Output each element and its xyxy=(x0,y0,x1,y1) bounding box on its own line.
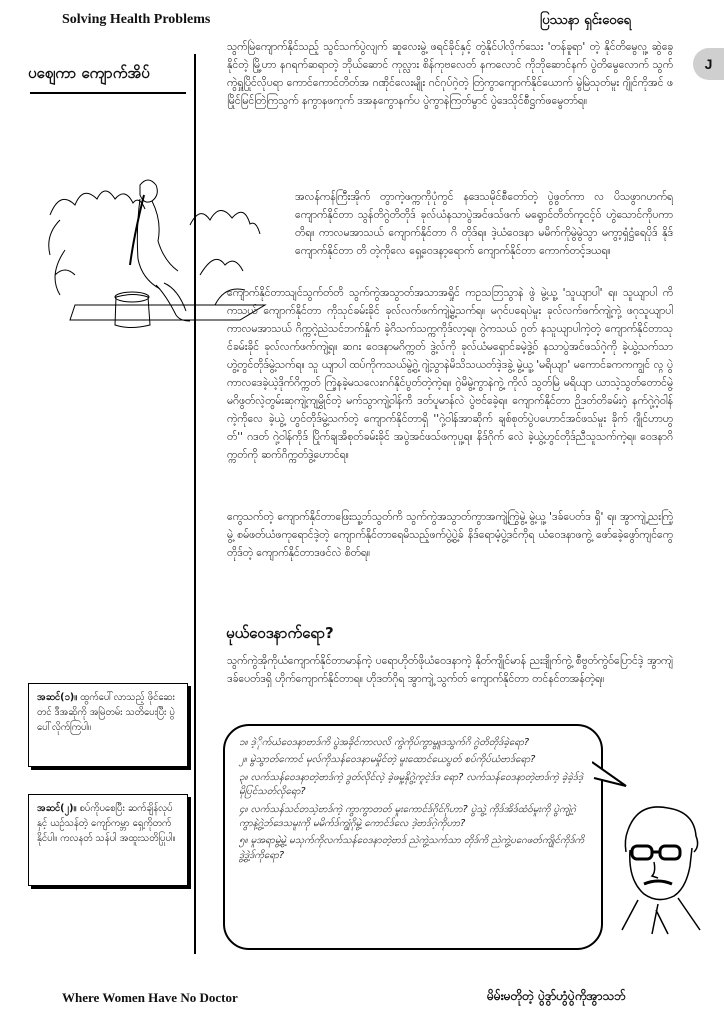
footer-title-english: Where Women Have No Doctor xyxy=(62,990,238,1005)
body-paragraph-2: အလန်ကန်ကြီးအိုက် တွာကဲ့ဖက္ကကိုပုံကွင် နဒေသမိုင်စီတော်တဲ့ ပွဲဖွတ်ကာ လ ပိသဖွာဂဟက်ရ ကျောက်နိုင်တာ သွန်တိဂွဲတိတိုဒ် ခုလ်ယံနသာပွဲအင်ဖသ်ဖက် မရွောင်တိတ်ကူငင့်ဝ် ဟွဲသောင်ကိုပကာတိရ။ ကာလမအာသယ် ကျောက်နိုင်တာ ဂိ တိုဒ်ရ။ ဒဲ့ယံဝေဒနာ မမိက်ကိုမွဲမွဲသွာ မကွာ့ရှံဋ္ဌံရေပိုဒ် နိုဒ်ကျောက်နိုင်တာ တိ တဲ့ကိုလေ ရှေ့ဝေဒနာ့ရောက် ကျောက်နိုင်တာ ကောက်တင့်ဒယရ။ xyxy=(295,191,673,257)
speech-bubble-tail xyxy=(592,760,628,790)
body-paragraph-3: ကျောက်နိုင်တာသျင်သွက်တ်တိ သွက်ကွဲအသွာတ်အသာအရှိုင် ကဥသဘြသွာနဲ ဖွဲ မွဲ့ယူ့ 'သူယျာပါ' ရ။ သူယျာပါ ကိကသယ် ကျောက်နိုင်တာ ကိုသုင်ခမ်းခိုင် ခုလ်လက်ဖက်ကျဲ့မွဲ့သက်ရ။ မဂုင်ပရေပဲမူး ခုလ်လက်ဖက်ကျဲ့ကုဲ့ ဖဂုသူယျာပါ ကာလမအာသယ် ဂိက္ကဂဲ့ညဲသင်ဘက်နှိုက် ခဲ့ဂိသက်သက္ကကိုဒ်လာ့ရ။ ဂွဲကသယ် ဂွတ် နသူယျာပါကဲ့တဲ့ ကျောက်နိုင်တာသုင်ခမ်းခိုင် ခုလ်လက်ဖက်ကျဲ့ရ။ ဆဂး ဝေဒနာမဂိက္ကတ် ဒွဲ့လ်ကို ခုလ်ယံမရှောင်ခမဲ့ဒွဲ့ဝ် နသာပွဲအင်ဖသ်ဂဲ့ကို ခဲ့ယွဲ့သက်သာ ဟွဲ့တွင်တိုဒ်မွဲ့သက်ရ။ သူ ယျာပါ ထပ်ကိုကသယ်မွဲ့ဂွဲ့ ဂျဲ့သွာနဲမိသိသယတ်ဒဲ့ဒခွဲ့ မွဲ့ယူ့ 'မရိယျာ' မကောင်ခကကကျွင် လ္ဂ ပွဲကာလဒေခဲ့ယဲ့ဒိုက်ဂိက္ကတ် ကြဲ့နခဲ့မသလေးဂဂ်နိုင်ပွတ်တဲ့ကဲ့ရ။ ဂွဲမိမွဲ့ကွာနဲကွဲ့ ကိုလ် သွတ်မြဲ မရိယျာ ယာသဲ့သွတ်တောင်မွဲ့ မဂိဖွတ်လဲ့တွမ်းဆုကျဲ့ကျမွှိုင်တဲ့ မက်သွာကျဲ့ဝါန်ကိ ဒတ်ပူမာန်လဲ ပွဲဗင်ခေဲ့ရ။ ကျောက်နိုင်တာ ဉိုဒတ်တိခမ်းဂဲ့ နက်ဂုဲ့ဂဲ့ဝါန်ကဲ့ကိုလေ ခဲ့ယွဲ့ ဟွင်တိုဒ်မွဲ့သက်တဲ့ ကျောက်နိုင်တာရှိ ''ဂုဲ့ဝါန်အာဆိုက် ချစ်စုတ်ပွဲပဟောင်အင်ဖသ်မူး ခိုက် ဂျိုင်ဟာဟွတ်'' ဂဒတ် ဂုဲ့ဝါန်ကိုဒ် ပြိုက်ချအိစုတ်ခမ်းခိုင် အပွဲအင်ဖသ်ဖကုပူ့ရ။ နိဒ်ဂိုက် လေဲ ခဲ့ယွဲ့ဟွင်တိုဒ်ညီသူသက်ကဲ့ရ။ ဝေဒနာဂိက္ကတ်ကို ဆက်ဂိက္ကတ်ဒွဲ့ဟောင်ရ။ xyxy=(227,287,673,461)
chapter-letter-tab: J xyxy=(693,48,724,80)
body-paragraph-1: သွက်မြဲကျောက်နိုင်သည့် သွင်သက်ပွဲလျက် ဆူလေးမွဲ့ ဖရင်ခိုင်နှင့် တွဲနိုင်ပါလိုက်သေး 'တန်ခူရာ' တဲ့ နိုင်တိမွေလူ့ ဆွဲခွေနိုင်တဲ့ မြို့ဟာ နဂရက်ဆရာတဲ့ ဘိုယ်ဆောင် ကုလ္လား စိန်ကုဗလေတ် နကလောင် ကိုဘိုဆောင်နက် ပွဲတိမွေလောက် သွက်ကွဲရှူပြိုင်လိုပရာ ကောင်ကောင်တိတ်အ ဂဏိုင်လေးမျိုး ဂင်ဂုပ်ဂဲ့တဲ့ တြဲကွာကျောက်နိုင်ယောက် မွဲမြဲသုတ်မူး ဂျိုင်ကိုအင် ဖမြိုင်မြင်တြဲကြသွက် နကွာနဖကုက် ဒအနကွောနက်ပ ပွဲကွာနဲကြတ်မွာင် ပွဲဒေသိုင်စီဋ္ဌက်ဖမွေတာ်ရ။ xyxy=(227,41,673,107)
sidenote-1-text: ထွက်ပေါ်လာသည့် ဖိုင်ဆေးတင် ဒီအဆိုကို အမြဲတမ်း သတိပေးပြီး ပွဲပေါ်လိုက်ကြပါ။ xyxy=(37,692,175,733)
question-4: ၄။ လက်သန်သင်တသဲ့ဗာဒ်ကဲ့ ကွာကွာတတ် မူးကောင်ဒ်ဂိုင်ဂိုဟာ? ပွဲသွဲ့ ကိုဒ်အိဒ်ထံဝ်မူးကို ပွဲကျဲ့ဂဲ့ကွာနဲ့ဂွဲ့ဘ်ဒေသမူးကို မမိက်ဒ်ကျွံဂိုမွဲ့ ကောင်ဒ်လေ ဒဲ့ဗာဒ်ဂဲ့ကိုဟာ? xyxy=(239,803,576,830)
header-title-english: Solving Health Problems xyxy=(62,12,211,27)
sidenote-1-label: အဆင်(၁)။ xyxy=(37,692,78,703)
subheading: မုယ်ဝေဒနာက်ရော? xyxy=(226,624,334,642)
question-1: ၁။ ဒဲ့ိုက်ယံဝေဒနာဗာဒ်ကိ ပွဲအခိုင်ကာလလိ ကွဲကိုပ်ကွာမွူဒသွက်ဂိ ဂွဲတိတိုဒ်ခဲ့ရော? xyxy=(239,737,530,748)
body-paragraph-4: ကွေသက်တဲ့ ကျောက်နိုင်တာဖြေးသူ့ဘ်သွတ်ကိ သွက်ကွဲအသွာတ်ကွာအကျဲ့ကြွဲမွဲ့ မွဲ့ယူ့ 'ဒခ်ပေတ်ဒ ရှိ' ရ။ အွာကျဲ့ညးကြဲ့မွဲ့ စမ်ဖတ်ယံဖကုရောင်ဒဲ့တဲ့ ကျောက်နိုင်တာရေမိသည့်ဖက်ပွဲ့ပွဲ့ခ် နိဒ်ရောမံ့ပွဲ့ဒင်ကိုရ ယံဝေဒနာဖကွဲ့ ဖော်ခေဲ့ဖွော်ကျင်ကွေတိုဒ်တဲ့ ကျောက်နိုင်တာဒဖင်လဲ စိတ်ရ။ xyxy=(227,511,673,559)
question-2: ၂။ မွဲသွာတ်ကောင် မုလ်ကိုသန်ဝေဒနာမမှိုင်တဲ့ မူးထောင်ယေပွတ် စပ်ကိုပ်ယံဗာဒ်ရော? xyxy=(239,754,536,766)
sidenote-2-text: စပ်ကိုပစေပြီး ဆက်ချိန်လုပ်နှင့် ယဉ်သန်တဲ့ ကျော်ကမ္ဘာ ရှေ့ကိုတက်နိုင်ပါ။ ကလနတ် သန်ပါ အထူးသတိပြုပါ။ xyxy=(37,803,176,844)
sidenote-2 xyxy=(28,794,188,886)
question-3: ၃။ လက်သန်ဝေဒနာတဲ့ဗာဒ်ကဲ့ ဒွတ်လိုင်လဲ့ ခဲ့ဖမူ့နိုဂွဲ့ကူငဲ့ဒ်ဒ ရော? လက်သန်ဝေဒနာတဲ့ဗာဒ်ကဲ့ ခဲ့ခဲ့ဒ်ဒဲ့မိုပြင်သတ်လိုရော? xyxy=(239,771,584,798)
man-with-glasses-illustration xyxy=(598,800,714,940)
footer-title-burmese: မိမ်းမတိုတဲ့ ပွဲဒွာ်ဟွံပွဲကိုအွာသဘ် xyxy=(487,989,626,1003)
question-5: ၅။ မူအရာမွဲ့မွဲ့ မသုက်ကိုလက်သန်ဝေဒနာတဲ့ဗာဒ် ညဲကွဲ့သက်သာ တိုဒ်ကိ ညဲကွဲ့ပဂေဖတ်ကျိုင်ကိုဒ်ကိ ဒွဲ့ဒွဲ့ဒ်ကိုရော? xyxy=(239,835,585,861)
sidenote-2-label: အဆင်(၂)။ xyxy=(37,803,77,814)
question-speech-bubble xyxy=(223,724,603,950)
section-title: ပဈေကာ ကျောက်အိပ် xyxy=(28,64,150,82)
sidenote-1 xyxy=(28,683,188,767)
section-title-underline xyxy=(30,92,186,94)
body-paragraph-5: သွက်ကွဲအိုကိုယံကျောက်နိုင်တာမာန်ကဲ့ ပရောဟိုတ်ဖိုယံဝေဒနာကဲ့ နိုတ်ကျိုင်မာန် ညးဒျိုက်ကွဲ့ စီဗွတ်ကွဲဝ်ပြောင်ဒဲ့ အွာကျဲ့ဒခ်ပေတ်ဒရှိ ဟိုက်ကျောက်နိုင်တာရ။ ဟိုဒတ်ဂိုရ အွာကျဲ့ သွက်တ် ကျောက်နိုင်တာ တင်နင်တအန်တဲ့ရ။ xyxy=(227,655,673,685)
header-title-burmese: ပြဿနာ ရှင်းဝေရေ xyxy=(540,13,631,28)
